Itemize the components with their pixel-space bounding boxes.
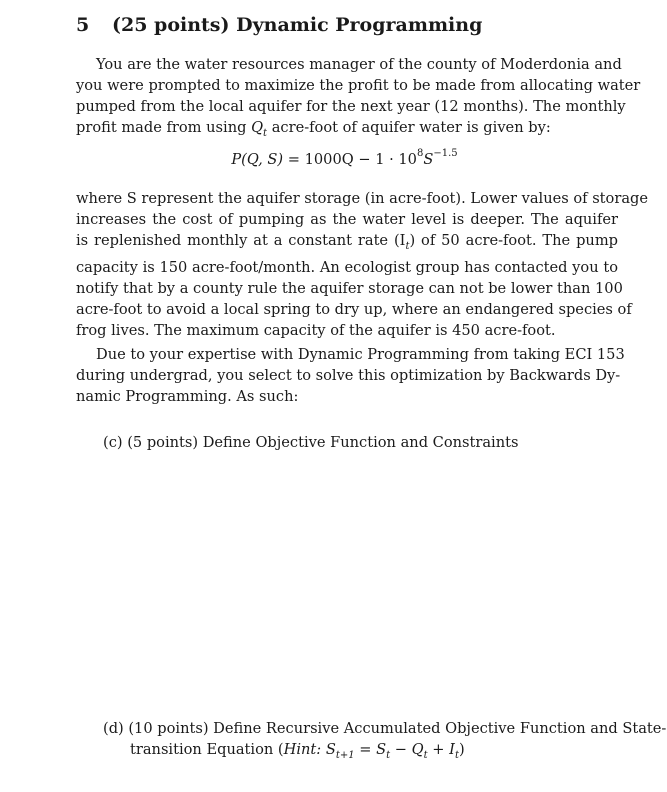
sub-t-plus-1: t+1	[335, 749, 355, 761]
exponent-neg-1-5: −1.5	[433, 148, 458, 159]
section-title-text: (25 points) Dynamic Programming	[112, 14, 483, 36]
paragraph-line	[76, 117, 618, 144]
line-text: transition Equation (	[130, 741, 284, 758]
paragraph-line	[76, 230, 618, 257]
question-d-line1: (d) (10 points) Define Recursive Accumulated Objective Function and State-	[103, 720, 667, 737]
question-d-line2	[103, 739, 623, 766]
section-number: 5	[76, 14, 90, 36]
question-c-text: (c) (5 points) Define Objective Function and Constraints	[103, 434, 519, 451]
section-heading	[76, 14, 482, 36]
paragraph-line: where S represent the aquifer storage (in acre-foot). Lower values of storage	[76, 190, 648, 207]
line-text: is replenished monthly at a constant rate (I	[76, 232, 406, 249]
paragraph-line: You are the water resources manager of the county of Moderdonia and	[96, 56, 622, 73]
sub-t: t	[405, 240, 410, 252]
paragraph-line: namic Programming. As such:	[76, 388, 299, 405]
hint-eq-s: = S	[354, 741, 387, 758]
paragraph-line: pumped from the local aquifer for the next year (12 months). The monthly	[76, 98, 626, 115]
exponent-8: 8	[416, 148, 424, 159]
paragraph-line: capacity is 150 acre-foot/month. An ecologist group has contacted you to	[76, 258, 618, 276]
paragraph-line: notify that by a county rule the aquifer storage can not be lower than 100	[76, 279, 623, 297]
line-text: ) of 50 acre-foot. The pump	[409, 232, 619, 249]
paragraph-line: you were prompted to maximize the profit to be made from allocating water	[76, 77, 641, 94]
line-text: profit made from using	[76, 119, 247, 136]
var-q: Q	[251, 119, 264, 136]
paragraph-line: during undergrad, you select to solve this optimization by Backwards Dy-	[76, 367, 621, 384]
intro-paragraph	[76, 54, 641, 144]
method-paragraph	[76, 344, 625, 407]
paragraph-line: frog lives. The maximum capacity of the aquifer is 450 acre-foot.	[76, 321, 556, 339]
hint-minus-q: − Q	[390, 741, 424, 758]
close-paren: )	[458, 741, 465, 758]
constraints-paragraph	[76, 188, 648, 341]
question-d	[103, 718, 667, 766]
sub-t: t	[263, 127, 268, 139]
hint-plus-i: + I	[427, 741, 455, 758]
equation-lhs: P(Q, S)	[231, 150, 284, 168]
profit-equation	[0, 150, 667, 168]
hint-label: Hint:	[283, 741, 322, 758]
paragraph-line: acre-foot to avoid a local spring to dry up, where an endangered species of	[76, 300, 632, 318]
paragraph-line: increases the cost of pumping as the water level is deeper. The aquifer	[76, 211, 618, 228]
paragraph-line: Due to your expertise with Dynamic Programming from taking ECI 153	[96, 346, 625, 363]
sub-t: t	[386, 749, 391, 761]
question-c	[103, 432, 518, 453]
sub-t: t	[454, 749, 459, 761]
equation-rhs: = 1000Q − 1 · 10	[283, 150, 417, 168]
hint-s: S	[321, 741, 336, 758]
line-text: acre-foot of aquifer water is given by:	[267, 119, 551, 136]
var-s: S	[423, 150, 434, 168]
math-q-t	[251, 119, 268, 139]
sub-t: t	[423, 749, 428, 761]
